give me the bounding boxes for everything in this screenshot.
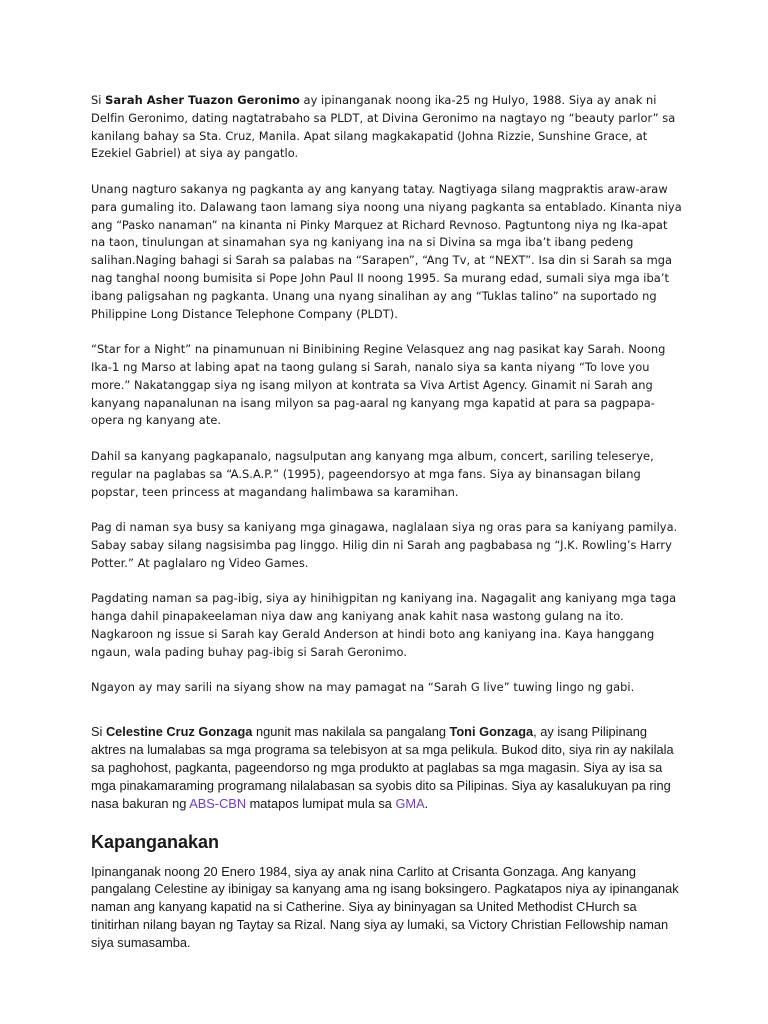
toni-alias: Toni Gonzaga: [449, 724, 534, 739]
paragraph-love-life: Pagdating naman sa pag-ibig, siya ay hinihigpitan ng kaniyang ina. Nagagalit ang kaniyang mga taga hanga dahil pinapakeelaman niya daw ang kaniyang anak kahit nasa wastong gulang na ito. Nagkaroon ng issue si Sarah kay Gerald Anderson at hindi boto ang kaniyang ina. Kaya hanggang ngaun, wala pading buhay pag-ibig si Sarah Geronimo.: [91, 591, 677, 659]
abs-cbn-link[interactable]: ABS-CBN: [189, 795, 247, 811]
toni-full-name: Celestine Cruz Gonzaga: [105, 724, 253, 739]
paragraph-star-for-a-night: “Star for a Night” na pinamunuan ni Binibining Regine Velasquez ang nag pasikat kay Sarah. Noong Ika-1 ng Marso at labing apat na taong gulang si Sarah, nanalo siya sa kanta niyang “To love you more.” Nakatanggap siya ng isang milyon at kontrata sa Viva Artist Agency. Ginamit ni Sarah ang kanyang napanalunan na isang milyon sa pag-aaral ng kanyang mga kapatid at para sa pagpapa-opera ng kanyang ate.: [91, 342, 666, 428]
sarah-full-name: Sarah Asher Tuazon Geronimo: [105, 93, 300, 107]
gma-link[interactable]: GMA: [395, 795, 425, 811]
paragraph-birth-details: Ipinanganak noong 20 Enero 1984, siya ay anak nina Carlito at Crisanta Gonzaga. Ang kanyang pangalang Celestine ay ibinigay sa kanyang ama ng isang boksingero. Pagkatapos niya ay ipinanganak naman ang kanyang kapatid na si Catherine. Siya ay bininyagan sa United Methodist CHurch sa tinitirhan nilang bayan ng Taytay sa Rizal. Nang siya ay lumaki, sa Victory Christian Fellowship naman siya sumasamba.: [91, 863, 679, 951]
sarah-geronimo-section: [91, 92, 683, 715]
toni-gonzaga-section: [91, 723, 683, 952]
paragraph-career: Dahil sa kanyang pagkapanalo, nagsulputan ang kanyang mga album, concert, sariling teleserye, regular na paglabas sa “A.S.A.P.” (1995), pageendorsyo at mga fans. Siya ay binansagan bilang popstar, teen princess at magandang halimbawa sa karamihan.: [91, 448, 654, 499]
paragraph-early-singing: Unang nagturo sakanya ng pagkanta ay ang kanyang tatay. Nagtiyaga silang magpraktis araw-araw para gumaling ito. Dalawang taon lamang siya noong una niyang pagkanta sa entablado. Kinanta niya ang “Pasko nanaman” na kinanta ni Pinky Marquez at Richard Revnoso. Pagtuntong niya ng Ika-apat na taon, tinulungan at sinamahan sya ng kaniyang ina na si Divina sa mga iba’t ibang pedeng salihan.Naging bahagi si Sarah sa palabas na “Sarapen”, “Ang Tv, at “NEXT”. Isa din si Sarah sa mga nag tanghal noong bumisita si Pope John Paul II noong 1995. Sa murang edad, sumali siya mga iba’t ibang paligsahan ng pagkanta. Unang una nyang sinalihan ay ang “Tuklas talino” na suportado ng Philippine Long Distance Telephone Company (PLDT).: [91, 181, 682, 321]
section-heading-kapanganakan: Kapanganakan: [91, 831, 220, 852]
paragraph-family: Pag di naman sya busy sa kaniyang mga ginagawa, naglalaan siya ng oras para sa kaniyang pamilya. Sabay sabay silang nagsisimba pag linggo. Hilig din ni Sarah ang pagbabasa ng “J.K. Rowling’s Harry Potter.” At paglalaro ng Video Games.: [91, 520, 678, 570]
paragraph-intro: Si Celestine Cruz Gonzaga ngunit mas nakilala sa pangalang Toni Gonzaga, ay isang Pilipinang aktres na lumalabas sa mga programa sa telebisyon at sa mga pelikula. Bukod dito, siya rin ay nakilala sa paghohost, pagkanta, pageendorso ng mga produkto at paglabas sa mga magasin. Siya ay isa sa mga pinakamaraming programang nilalabasan sa syobis dito sa Pilipinas. Siya ay kasalukuyan pa ring nasa bakuran ng ABS-CBN matapos lumipat mula sa GMA.: [91, 724, 674, 811]
paragraph-birth: Si Sarah Asher Tuazon Geronimo ay ipinanganak noong ika-25 ng Hulyo, 1988. Siya ay anak ni Delfin Geronimo, dating nagtatrabaho sa PLDT, at Divina Geronimo na nagtayo ng “beauty parlor” sa kanilang bahay sa Sta. Cruz, Manila. Apat silang magkakapatid (Johna Rizzie, Sunshine Grace, at Ezekiel Gabriel) at siya ay pangatlo.: [91, 93, 676, 161]
paragraph-show: Ngayon ay may sarili na siyang show na may pamagat na “Sarah G live” tuwing lingo ng gabi.: [91, 680, 635, 695]
